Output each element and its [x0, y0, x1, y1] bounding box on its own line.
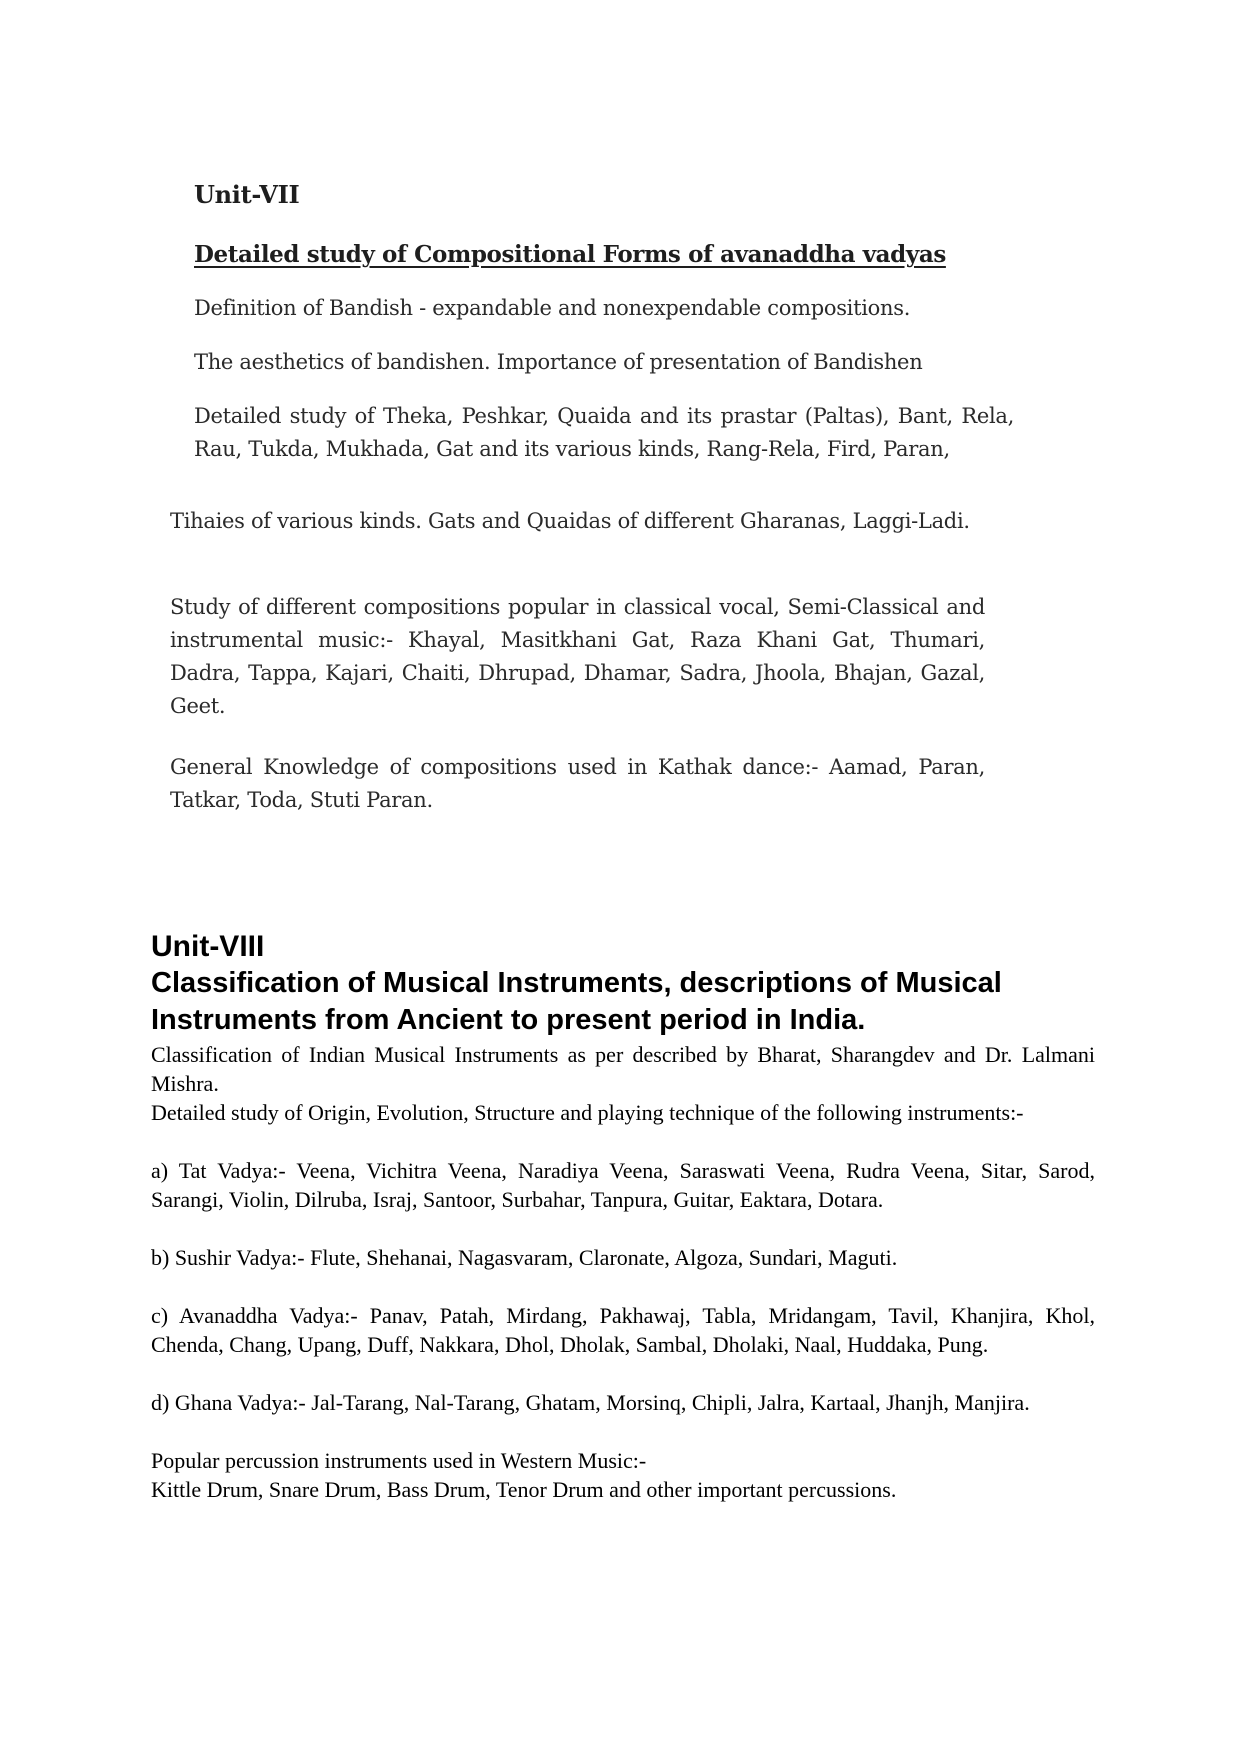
unit-7-paragraph-compositions: Study of different compositions popular in classical vocal, Semi-Classical and instrumental music:- Khayal, Masitkhani Gat, Raza Khani Gat, Thumari, Dadra, Tappa, Kajari, Chaiti, Dhrupad, Dhamar, Sadra, Jhoola, Bhajan, Gazal, Geet.	[170, 595, 985, 718]
unit-7-subheading: Detailed study of Compositional Forms of avanaddha vadyas	[194, 241, 946, 268]
western-music-heading: Popular percussion instruments used in Western Music:-	[151, 1448, 647, 1473]
classification-paragraph: Classification of Indian Musical Instruments as per described by Bharat, Sharangdev and Dr. Lalmani Mishra.	[151, 1042, 1095, 1096]
unit-7-paragraph-bandish-definition: Definition of Bandish - expandable and nonexpendable compositions.	[194, 296, 911, 320]
detailed-study-paragraph: Detailed study of Origin, Evolution, Structure and playing technique of the following instruments:-	[151, 1100, 1024, 1125]
unit-8-title: Classification of Musical Instruments, descriptions of Musical Instruments from Ancient to present period in India.	[151, 967, 1002, 1036]
unit-7-heading: Unit-VII	[194, 180, 300, 209]
unit-7-paragraph-kathak: General Knowledge of compositions used in Kathak dance:- Aamad, Paran, Tatkar, Toda, Stuti Paran.	[170, 755, 985, 812]
unit-7-paragraph-aesthetics: The aesthetics of bandishen. Importance of presentation of Bandishen	[194, 350, 923, 374]
unit-8-heading: Unit-VIII	[151, 930, 265, 963]
sushir-vadya-paragraph: b) Sushir Vadya:- Flute, Shehanai, Nagasvaram, Claronate, Algoza, Sundari, Maguti.	[151, 1245, 898, 1270]
avanaddha-vadya-paragraph: c) Avanaddha Vadya:- Panav, Patah, Mirdang, Pakhawaj, Tabla, Mridangam, Tavil, Khanjira, Khol, Chenda, Chang, Upang, Duff, Nakkara, Dhol, Dholak, Sambal, Dholaki, Naal, Huddaka, Pung.	[151, 1303, 1095, 1357]
unit-8-body	[151, 1040, 1095, 1504]
unit-7-paragraph-theka-study: Detailed study of Theka, Peshkar, Quaida and its prastar (Paltas), Bant, Rela, Rau, Tukda, Mukhada, Gat and its various kinds, Rang-Rela, Fird, Paran,	[194, 404, 1014, 461]
tat-vadya-paragraph: a) Tat Vadya:- Veena, Vichitra Veena, Naradiya Veena, Saraswati Veena, Rudra Veena, Sitar, Sarod, Sarangi, Violin, Dilruba, Israj, Santoor, Surbahar, Tanpura, Guitar, Eaktara, Dotara.	[151, 1158, 1095, 1212]
ghana-vadya-paragraph: d) Ghana Vadya:- Jal-Tarang, Nal-Tarang, Ghatam, Morsinq, Chipli, Jalra, Kartaal, Jhanjh, Manjira.	[151, 1390, 1030, 1415]
unit-7-paragraph-tihaies: Tihaies of various kinds. Gats and Quaidas of different Gharanas, Laggi-Ladi.	[170, 509, 970, 533]
western-music-list: Kittle Drum, Snare Drum, Bass Drum, Tenor Drum and other important percussions.	[151, 1477, 897, 1502]
